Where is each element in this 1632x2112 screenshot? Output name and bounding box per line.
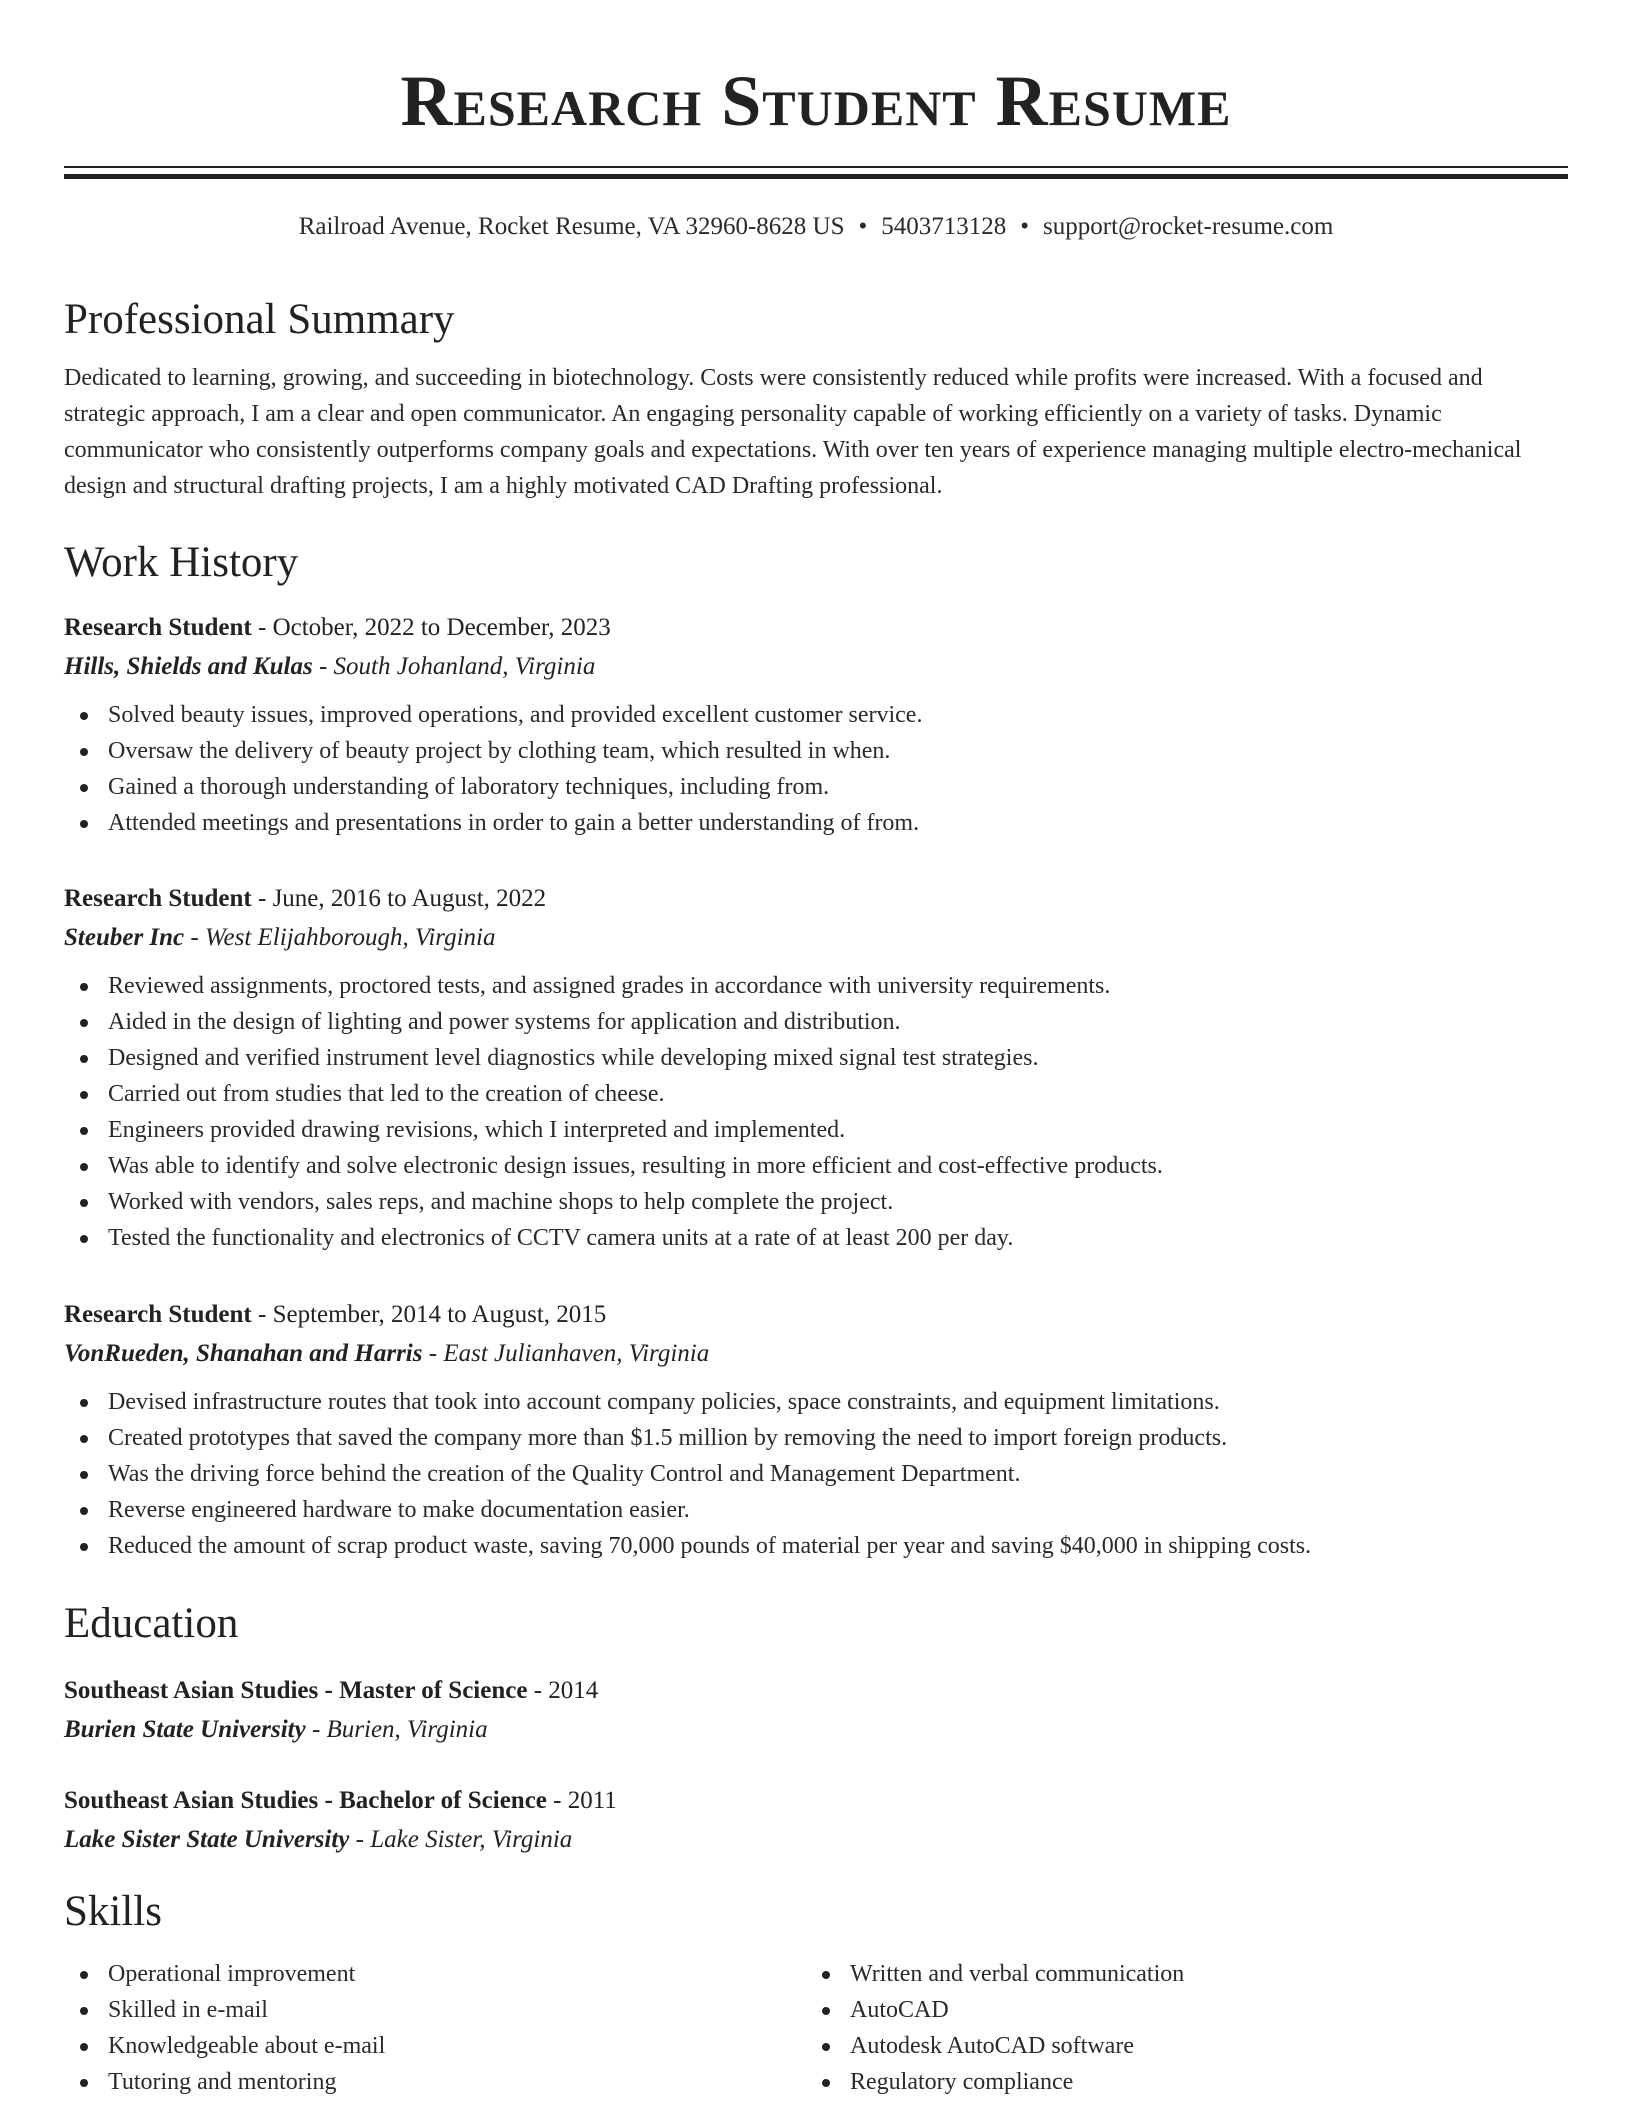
- skills-section: [64, 1886, 1568, 2100]
- list-item: Tutoring and mentoring: [64, 2064, 806, 2100]
- job-dash: -: [251, 1301, 273, 1328]
- work-history-section: [64, 537, 1568, 589]
- degree-dash: -: [546, 1787, 568, 1814]
- list-item: Attended meetings and presentations in order to gain a better understanding of from.: [64, 805, 1568, 841]
- list-item: Solved beauty issues, improved operations, and provided excellent customer service.: [64, 697, 1568, 733]
- list-item: Reviewed assignments, proctored tests, and assigned grades in accordance with university requirements.: [64, 968, 1568, 1004]
- job-dash: -: [251, 614, 273, 641]
- job-title: Research Student: [64, 885, 252, 912]
- education-entry: [64, 1672, 1568, 1750]
- summary-text: Dedicated to learning, growing, and succeeding in biotechnology. Costs were consistently reduced while profits were increased. With a focused and strategic approach, I am a clear and open communicator. An engaging personality capable of working efficiently on a variety of tasks. Dynamic communicator who consistently outperforms company goals and expectations. With over ten years of experience managing multiple electro-mechanical design and structural drafting projects, I am a highly motivated CAD Drafting professional.: [64, 365, 1522, 499]
- degree-name: Southeast Asian Studies - Master of Science: [64, 1677, 528, 1704]
- list-item: Was the driving force behind the creation of the Quality Control and Management Department.: [64, 1456, 1568, 1492]
- school-line: [64, 1820, 1568, 1860]
- title-rule-thick: [64, 174, 1568, 179]
- list-item: Written and verbal communication: [806, 1956, 1548, 1992]
- summary-section: [64, 294, 1568, 504]
- job-title-line: [64, 880, 1568, 918]
- contact-phone: 5403713128: [881, 213, 1007, 240]
- education-section: [64, 1598, 1568, 1650]
- section-heading-education: Education: [64, 1600, 239, 1647]
- school-line: [64, 1710, 1568, 1750]
- list-item: Engineers provided drawing revisions, which I interpreted and implemented.: [64, 1112, 1568, 1148]
- list-item: Reverse engineered hardware to make documentation easier.: [64, 1492, 1568, 1528]
- degree-line: [64, 1672, 1568, 1710]
- list-item: Skilled in e-mail: [64, 1992, 806, 2028]
- degree-year: 2014: [548, 1677, 599, 1704]
- list-item: Tested the functionality and electronics of CCTV camera units at a rate of at least 200 per day.: [64, 1220, 1568, 1256]
- job-dates: October, 2022 to December, 2023: [272, 614, 611, 641]
- skills-list-right: [806, 1956, 1548, 2100]
- list-item: Designed and verified instrument level diagnostics while developing mixed signal test strategies.: [64, 1040, 1568, 1076]
- list-item: Aided in the design of lighting and power systems for application and distribution.: [64, 1004, 1568, 1040]
- employer-location: West Elijahborough, Virginia: [204, 924, 496, 951]
- list-item: Devised infrastructure routes that took into account company policies, space constraints, and equipment limitations.: [64, 1384, 1568, 1420]
- list-item: AutoCAD: [806, 1992, 1548, 2028]
- contact-email: support@rocket-resume.com: [1043, 213, 1334, 240]
- employer-line: [64, 1334, 1568, 1374]
- list-item: Was able to identify and solve electronic design issues, resulting in more efficient and cost-effective products.: [64, 1148, 1568, 1184]
- list-item: Autodesk AutoCAD software: [806, 2028, 1548, 2064]
- skills-columns: [64, 1956, 1568, 2100]
- employer-name: VonRueden, Shanahan and Harris: [64, 1340, 423, 1367]
- degree-line: [64, 1782, 1568, 1820]
- job-title: Research Student: [64, 614, 252, 641]
- education-entry: [64, 1782, 1568, 1860]
- degree-year: 2011: [567, 1787, 617, 1814]
- job-dates: September, 2014 to August, 2015: [272, 1301, 607, 1328]
- resume-title: Research Student Resume: [400, 61, 1232, 141]
- list-item: Worked with vendors, sales reps, and machine shops to help complete the project.: [64, 1184, 1568, 1220]
- job-title-line: [64, 609, 1568, 647]
- skills-column-right: [806, 1956, 1548, 2100]
- skills-column-left: [64, 1956, 806, 2100]
- section-heading-summary: Professional Summary: [64, 296, 455, 343]
- job-bullets: [64, 697, 1568, 841]
- employer-name: Steuber Inc: [64, 924, 185, 951]
- job-dates: June, 2016 to August, 2022: [272, 885, 547, 912]
- list-item: Created prototypes that saved the company more than $1.5 million by removing the need to import foreign products.: [64, 1420, 1568, 1456]
- job-title-line: [64, 1296, 1568, 1334]
- degree-dash: -: [527, 1677, 549, 1704]
- school-name: Burien State University: [64, 1716, 306, 1743]
- employer-location: South Johanland, Virginia: [333, 653, 596, 680]
- school-name: Lake Sister State University: [64, 1826, 350, 1853]
- job-bullets: [64, 968, 1568, 1256]
- skills-list-left: [64, 1956, 806, 2100]
- list-item: Knowledgeable about e-mail: [64, 2028, 806, 2064]
- school-location: Burien, Virginia: [326, 1716, 488, 1743]
- job-entry: [64, 880, 1568, 1256]
- job-dash: -: [251, 885, 273, 912]
- contact-line: [64, 211, 1568, 243]
- employer-dash: -: [312, 653, 334, 680]
- job-title: Research Student: [64, 1301, 252, 1328]
- school-dash: -: [305, 1716, 327, 1743]
- list-item: Oversaw the delivery of beauty project by clothing team, which resulted in when.: [64, 733, 1568, 769]
- school-dash: -: [349, 1826, 371, 1853]
- employer-name: Hills, Shields and Kulas: [64, 653, 313, 680]
- degree-name: Southeast Asian Studies - Bachelor of Science: [64, 1787, 547, 1814]
- list-item: Operational improvement: [64, 1956, 806, 1992]
- job-entry: [64, 1296, 1568, 1564]
- job-entry: [64, 609, 1568, 841]
- title-rule-thin: [64, 166, 1568, 168]
- list-item: Carried out from studies that led to the creation of cheese.: [64, 1076, 1568, 1112]
- section-heading-work-history: Work History: [64, 539, 299, 586]
- contact-address: Railroad Avenue, Rocket Resume, VA 32960-8628 US: [298, 213, 845, 240]
- job-bullets: [64, 1384, 1568, 1564]
- employer-line: [64, 647, 1568, 687]
- school-location: Lake Sister, Virginia: [370, 1826, 573, 1853]
- list-item: Gained a thorough understanding of laboratory techniques, including from.: [64, 769, 1568, 805]
- employer-location: East Julianhaven, Virginia: [443, 1340, 710, 1367]
- list-item: Regulatory compliance: [806, 2064, 1548, 2100]
- contact-separator: •: [858, 213, 868, 240]
- employer-dash: -: [422, 1340, 444, 1367]
- section-heading-skills: Skills: [64, 1888, 162, 1935]
- employer-line: [64, 918, 1568, 958]
- employer-dash: -: [184, 924, 205, 951]
- contact-separator: •: [1020, 213, 1030, 240]
- resume-page: [64, 0, 1568, 2095]
- list-item: Reduced the amount of scrap product waste, saving 70,000 pounds of material per year and saving $40,000 in shipping costs.: [64, 1528, 1568, 1564]
